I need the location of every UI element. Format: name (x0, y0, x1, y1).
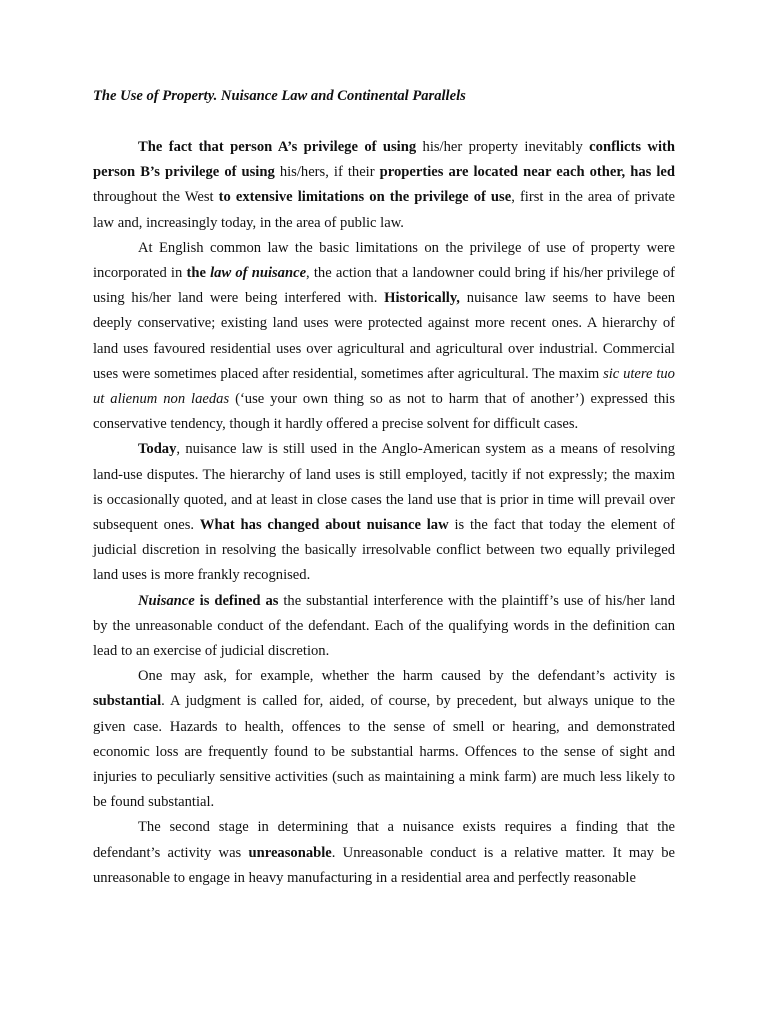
paragraph (93, 236, 675, 438)
paragraph-text: . A judgment is called for, aided, of course, by precedent, but always unique to the given case. Hazards to health, offences to the sense of smell or hearing, and demonstrated economic loss are frequently found to be substantial harms. Offences to the sense of sight and injuries to peculiarly sensitive activities (such as maintaining a mink farm) are much less likely to be found substantial. (93, 693, 675, 811)
emphasis-text: law of nuisance (210, 265, 307, 282)
emphasis-text: the (186, 265, 211, 282)
paragraph-text: (‘use your own thing so as not to harm that of another’) expressed this conservative tendency, though it hardly offered a precise solvent for difficult cases. (93, 391, 675, 433)
paragraph-text: , nuisance law is still used in the Anglo-American system as a means of resolving land-use disputes. The hierarchy of land uses is still employed, tacitly if not expressly; the maxim is occasionally quoted, and at least in close cases the land use that is prior in time will prevail over subsequent ones. (93, 441, 675, 534)
emphasis-text: properties are located near each other, has led (379, 164, 675, 181)
emphasis-text: Nuisance (138, 592, 195, 609)
paragraph (93, 815, 675, 891)
emphasis-text: is defined as (194, 592, 279, 609)
emphasis-text: to extensive limitations on the privilege of use (218, 189, 512, 206)
paragraph (93, 664, 675, 815)
paragraph-text: , first in the area of private law and, increasingly today, in the area of public law. (93, 189, 675, 231)
paragraph (93, 589, 675, 665)
paragraph-text: the substantial interference with the plaintiff’s use of his/her land by the unreasonable conduct of the defendant. Each of the qualifying words in the definition can lead to an exercise of judicial discretion. (93, 592, 676, 660)
paragraph-text: , the action that a landowner could bring if his/her privilege of using his/her land were being interfered with. (93, 265, 675, 307)
paragraph-text: his/her property inevitably (416, 139, 590, 155)
paragraph-text: . Unreasonable conduct is a relative matter. It may be unreasonable to engage in heavy manufacturing in a residential area and perfectly reasonable (93, 844, 675, 886)
paragraph (93, 135, 675, 236)
paragraph (93, 437, 675, 588)
paragraph-text: One may ask, for example, whether the harm caused by the defendant’s activity is (138, 668, 675, 685)
emphasis-text: The fact that person A’s privilege of using (138, 139, 417, 155)
document-body (93, 135, 675, 891)
emphasis-text: Historically, (384, 290, 460, 307)
emphasis-text: sic utere tuo ut alienum non laedas (93, 365, 675, 408)
emphasis-text: substantial (93, 693, 162, 710)
paragraph-text: The second stage in determining that a nuisance exists requires a finding that the defendant’s activity was (93, 819, 675, 861)
emphasis-text: Today (138, 441, 177, 458)
document-title: The Use of Property. Nuisance Law and Continental Parallels (93, 88, 466, 104)
paragraph-text: his/hers, if their (274, 164, 380, 181)
emphasis-text: What has changed about nuisance law (199, 517, 449, 534)
paragraph-text: is the fact that today the element of judicial discretion in resolving the basically irresolvable conflict between two equally privileged land uses is more frankly recognised. (93, 517, 675, 584)
paragraph-text: nuisance law seems to have been deeply conservative; existing land uses were protected against more recent ones. A hierarchy of land uses favoured residential uses over agricultural and agricultural over industrial. Commercial uses were sometimes placed after residential, sometimes after agricultural. The maxim (93, 290, 676, 382)
paragraph-text: At English common law the basic limitations on the privilege of use of property were incorporated in (93, 239, 675, 282)
paragraph-text: throughout the West (93, 189, 219, 206)
emphasis-text: conflicts with person B’s privilege of using (93, 139, 675, 181)
emphasis-text: unreasonable (248, 844, 332, 861)
